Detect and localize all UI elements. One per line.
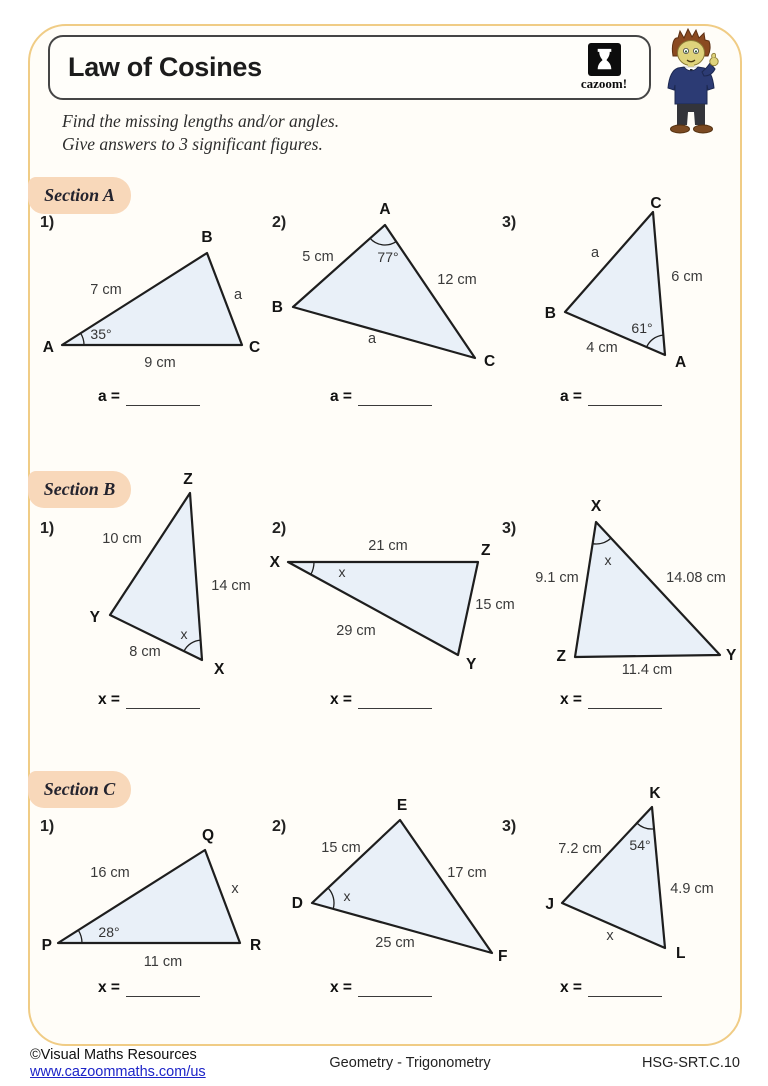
- footer-standard-code: HSG-SRT.C.10: [641, 1055, 740, 1071]
- problem-c1: [38, 780, 278, 996]
- website-link[interactable]: www.cazoommaths.com/us: [30, 1064, 206, 1081]
- angle-label: x: [338, 564, 346, 580]
- triangle-figure-a2: [270, 200, 510, 386]
- instructions: [62, 110, 339, 156]
- vertex-label: B: [544, 305, 556, 322]
- vertex-label: Z: [481, 542, 491, 559]
- side-label: 11.4 cm: [621, 662, 673, 678]
- side-label: 11 cm: [143, 954, 183, 970]
- side-label: 9 cm: [144, 355, 176, 371]
- side-label: 15 cm: [475, 597, 515, 613]
- side-label: 21 cm: [368, 538, 408, 554]
- side-label: 17 cm: [447, 865, 487, 881]
- side-label: 6 cm: [671, 269, 703, 285]
- angle-label: x: [604, 552, 612, 568]
- problem-number: 1): [40, 214, 55, 231]
- vertex-label: X: [269, 554, 280, 571]
- side-label: 4.9 cm: [670, 881, 714, 897]
- problem-b2: [269, 470, 515, 708]
- side-label: 4 cm: [586, 340, 618, 356]
- answer-blank: [560, 388, 662, 406]
- problem-number: 3): [502, 818, 517, 835]
- triangle-shape: [575, 522, 720, 657]
- title-box: [48, 35, 651, 100]
- problem-number: 3): [502, 520, 517, 537]
- side-label: 7.2 cm: [558, 841, 602, 857]
- triangle-shape: [288, 562, 478, 655]
- triangle-figure-a3: [500, 195, 740, 386]
- triangle-shape: [58, 850, 240, 943]
- answer-blank: [98, 979, 200, 997]
- answer-blank: [330, 691, 432, 709]
- answer-prefix: x =: [330, 979, 352, 996]
- footer-topic: Geometry - Trigonometry: [329, 1055, 491, 1071]
- page-title: Law of Cosines: [68, 52, 262, 82]
- problem-a3: [500, 195, 740, 405]
- mascot-pants: [677, 104, 705, 125]
- answer-line: [126, 390, 200, 406]
- vertex-label: R: [250, 937, 262, 954]
- triangle-shape: [110, 493, 202, 660]
- side-label: 12 cm: [437, 272, 477, 288]
- vertex-label: A: [675, 354, 687, 371]
- answer-prefix: a =: [330, 388, 352, 405]
- answer-blank: [560, 691, 662, 709]
- cazoom-logo-icon: [588, 43, 621, 76]
- mascot-thumbs-up-hand: [710, 57, 718, 65]
- answer-prefix: x =: [98, 691, 120, 708]
- answer-prefix: x =: [560, 691, 582, 708]
- answer-blank: [98, 691, 200, 709]
- vertex-label: X: [214, 661, 225, 678]
- vertex-label: Z: [183, 471, 193, 488]
- side-label: 9.1 cm: [535, 570, 579, 586]
- answer-prefix: x =: [330, 691, 352, 708]
- answer-blank: [330, 388, 432, 406]
- answer-line: [126, 693, 200, 709]
- vertex-label: A: [42, 339, 54, 356]
- instructions-line-2: Give answers to 3 significant figures.: [62, 133, 323, 154]
- triangle-figure-a1: [38, 200, 278, 386]
- answer-prefix: x =: [98, 979, 120, 996]
- problem-c3: [500, 780, 740, 996]
- problem-number: 2): [272, 818, 287, 835]
- problem-number: 2): [272, 214, 287, 231]
- answer-prefix: a =: [560, 388, 582, 405]
- answer-prefix: x =: [560, 979, 582, 996]
- side-label: 5 cm: [302, 249, 334, 265]
- problem-number: 1): [40, 520, 55, 537]
- problem-a2: [270, 200, 510, 405]
- vertex-label: J: [545, 896, 554, 913]
- side-label: 25 cm: [375, 935, 415, 951]
- triangle-figure-b2: [269, 470, 515, 688]
- drum-icon: [588, 43, 621, 76]
- triangle-figure-b1: [38, 470, 278, 688]
- vertex-label: F: [498, 948, 508, 965]
- vertex-label: Q: [201, 827, 215, 844]
- section-c-label: Section C: [43, 779, 116, 799]
- angle-label: 28°: [98, 924, 120, 940]
- answer-line: [588, 390, 662, 406]
- triangle-figure-c3: [500, 780, 740, 976]
- instructions-line-1: Find the missing lengths and/or angles.: [62, 111, 340, 131]
- answer-line: [588, 981, 662, 997]
- answer-blank: [330, 979, 432, 997]
- problem-a1: [38, 200, 278, 405]
- vertex-label: L: [676, 945, 686, 962]
- side-label: 14 cm: [211, 578, 251, 594]
- vertex-label: Y: [89, 609, 100, 626]
- side-label: 29 cm: [336, 623, 376, 639]
- triangle-figure-b3: [500, 470, 740, 688]
- side-label: a: [233, 287, 243, 303]
- side-label: 14.08 cm: [666, 570, 726, 586]
- answer-blank: [560, 979, 662, 997]
- vertex-label: C: [650, 195, 662, 212]
- answer-line: [588, 693, 662, 709]
- answer-line: [358, 693, 432, 709]
- triangle-shape: [62, 253, 242, 345]
- vertex-label: E: [396, 797, 408, 814]
- vertex-label: Y: [726, 647, 737, 664]
- side-label: 15 cm: [321, 840, 361, 856]
- triangle-figure-c2: [270, 780, 510, 976]
- problem-number: 2): [272, 520, 287, 537]
- problem-c2: [270, 780, 510, 996]
- mascot-illustration: [660, 28, 722, 136]
- vertex-label: X: [590, 498, 602, 515]
- mascot-shoe: [671, 125, 690, 133]
- angle-label: x: [343, 888, 351, 904]
- vertex-label: Y: [466, 656, 477, 673]
- problem-number: 1): [40, 818, 55, 835]
- triangle-shape: [562, 807, 665, 948]
- cazoom-logo: [575, 43, 633, 92]
- side-label: 8 cm: [129, 644, 161, 660]
- problem-b1: [38, 470, 278, 708]
- side-label: a: [590, 245, 600, 261]
- vertex-label: K: [649, 785, 661, 802]
- angle-label: 35°: [90, 326, 112, 342]
- vertex-label: B: [201, 229, 213, 246]
- vertex-label: C: [484, 353, 496, 370]
- vertex-label: D: [291, 895, 303, 912]
- angle-label: 61°: [631, 320, 653, 336]
- vertex-label: B: [271, 299, 283, 316]
- side-label: 10 cm: [102, 531, 142, 547]
- problem-b3: [500, 470, 740, 708]
- side-label: 16 cm: [90, 865, 130, 881]
- angle-label: 54°: [629, 837, 651, 853]
- copyright-text: ©Visual Maths Resources: [30, 1047, 197, 1063]
- triangle-figure-c1: [38, 780, 278, 976]
- side-label: 7 cm: [90, 282, 122, 298]
- side-label: a: [367, 331, 377, 347]
- answer-blank: [98, 388, 200, 406]
- side-label: x: [606, 928, 614, 944]
- answer-line: [126, 981, 200, 997]
- angle-label: 77°: [377, 249, 399, 265]
- vertex-label: A: [379, 201, 391, 218]
- answer-line: [358, 981, 432, 997]
- vertex-label: P: [41, 937, 52, 954]
- answer-line: [358, 390, 432, 406]
- vertex-label: Z: [556, 648, 566, 665]
- problem-number: 3): [502, 214, 517, 231]
- mascot-shoe: [694, 125, 713, 133]
- answer-prefix: a =: [98, 388, 120, 405]
- angle-label: x: [180, 626, 188, 642]
- cazoom-logo-text: cazoom!: [580, 76, 628, 91]
- side-label: x: [231, 881, 239, 897]
- section-a-label: Section A: [44, 185, 115, 205]
- vertex-label: C: [249, 339, 261, 356]
- section-b-label: Section B: [43, 479, 116, 499]
